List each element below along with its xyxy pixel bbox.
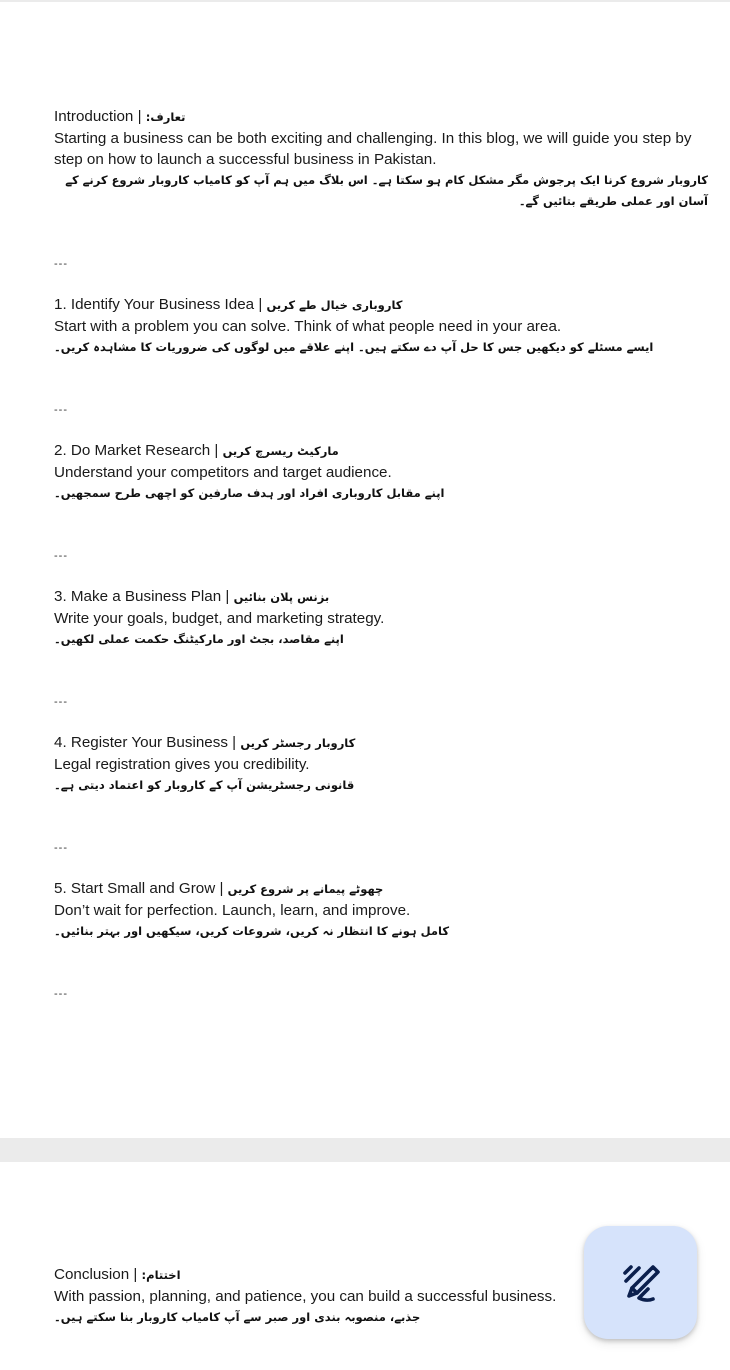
- separator: ---: [54, 404, 68, 416]
- intro-heading-ur: تعارف:: [145, 110, 186, 124]
- step-heading-en: 3. Make a Business Plan |: [54, 588, 230, 605]
- step-body-ur: اپنے مقاصد، بجٹ اور مارکیٹنگ حکمت عملی لکھیں۔: [54, 632, 344, 646]
- separator: ---: [54, 550, 68, 562]
- step-body-en: Write your goals, budget, and marketing strategy.: [54, 610, 385, 627]
- intro-body-ur: کاروبار شروع کرنا ایک پرجوش مگر مشکل کام ہو سکتا ہے۔ اس بلاگ میں ہم آپ کو کامیاب کاروبار شروع کرنے کے آسان اور عملی طریقے بتائیں گے۔: [65, 173, 708, 208]
- step-heading: [54, 294, 722, 316]
- step-heading-en: 4. Register Your Business |: [54, 734, 237, 751]
- step-heading-ur: چھوٹے پیمانے پر شروع کریں: [227, 882, 384, 896]
- conclusion-heading-en: Conclusion |: [54, 1266, 138, 1283]
- edit-button[interactable]: [584, 1226, 697, 1339]
- separator: ---: [54, 842, 68, 854]
- separator: ---: [54, 258, 68, 270]
- separator: ---: [54, 696, 68, 708]
- step-body-ur: قانونی رجسٹریشن آپ کے کاروبار کو اعتماد دیتی ہے۔: [54, 778, 355, 792]
- step-heading-en: 5. Start Small and Grow |: [54, 880, 224, 897]
- step-heading-ur: کاروباری خیال طے کریں: [266, 298, 403, 312]
- step-heading-en: 2. Do Market Research |: [54, 442, 219, 459]
- step-heading-en: 1. Identify Your Business Idea |: [54, 296, 263, 313]
- step-heading-ur: بزنس پلان بنائیں: [233, 590, 330, 604]
- intro-heading: [54, 106, 722, 128]
- intro-heading-en: Introduction |: [54, 108, 142, 125]
- edit-pen-icon: [617, 1259, 665, 1307]
- conclusion-body-ur: جذبے، منصوبہ بندی اور صبر سے آپ کامیاب کاروبار بنا سکتے ہیں۔: [54, 1310, 421, 1324]
- step-body-en: Start with a problem you can solve. Think of what people need in your area.: [54, 318, 562, 335]
- step-heading: [54, 732, 722, 754]
- conclusion-body-en: With passion, planning, and patience, you can build a successful business.: [54, 1288, 557, 1305]
- step-section: [54, 878, 722, 942]
- separator: ---: [54, 988, 68, 1000]
- intro-section: [54, 106, 722, 212]
- step-section: [54, 586, 722, 650]
- step-section: [54, 732, 722, 796]
- step-body-en: Understand your competitors and target audience.: [54, 464, 392, 481]
- step-body-ur: کامل ہونے کا انتظار نہ کریں، شروعات کریں، سیکھیں اور بہتر بنائیں۔: [54, 924, 450, 938]
- step-heading-ur: کاروبار رجسٹر کریں: [240, 736, 356, 750]
- conclusion-heading-ur: اختتام:: [141, 1268, 181, 1282]
- step-heading-ur: مارکیٹ ریسرچ کریں: [222, 444, 339, 458]
- step-body-ur: ایسے مسئلے کو دیکھیں جس کا حل آپ دے سکتے ہیں۔ اپنے علاقے میں لوگوں کی ضروریات کا مشاہدہ کریں۔: [54, 340, 654, 354]
- step-heading: [54, 878, 722, 900]
- step-body-ur: اپنے مقابل کاروباری افراد اور ہدف صارفین کو اچھی طرح سمجھیں۔: [54, 486, 445, 500]
- step-body-en: Don’t wait for perfection. Launch, learn, and improve.: [54, 902, 411, 919]
- document-page-1: [0, 2, 730, 1138]
- intro-body-en: Starting a business can be both exciting and challenging. In this blog, we will guide you step by step on how to launch a successful business in Pakistan.: [54, 130, 692, 168]
- step-section: [54, 294, 722, 358]
- step-heading: [54, 440, 722, 462]
- step-heading: [54, 586, 722, 608]
- step-section: [54, 440, 722, 504]
- step-body-en: Legal registration gives you credibility.: [54, 756, 310, 773]
